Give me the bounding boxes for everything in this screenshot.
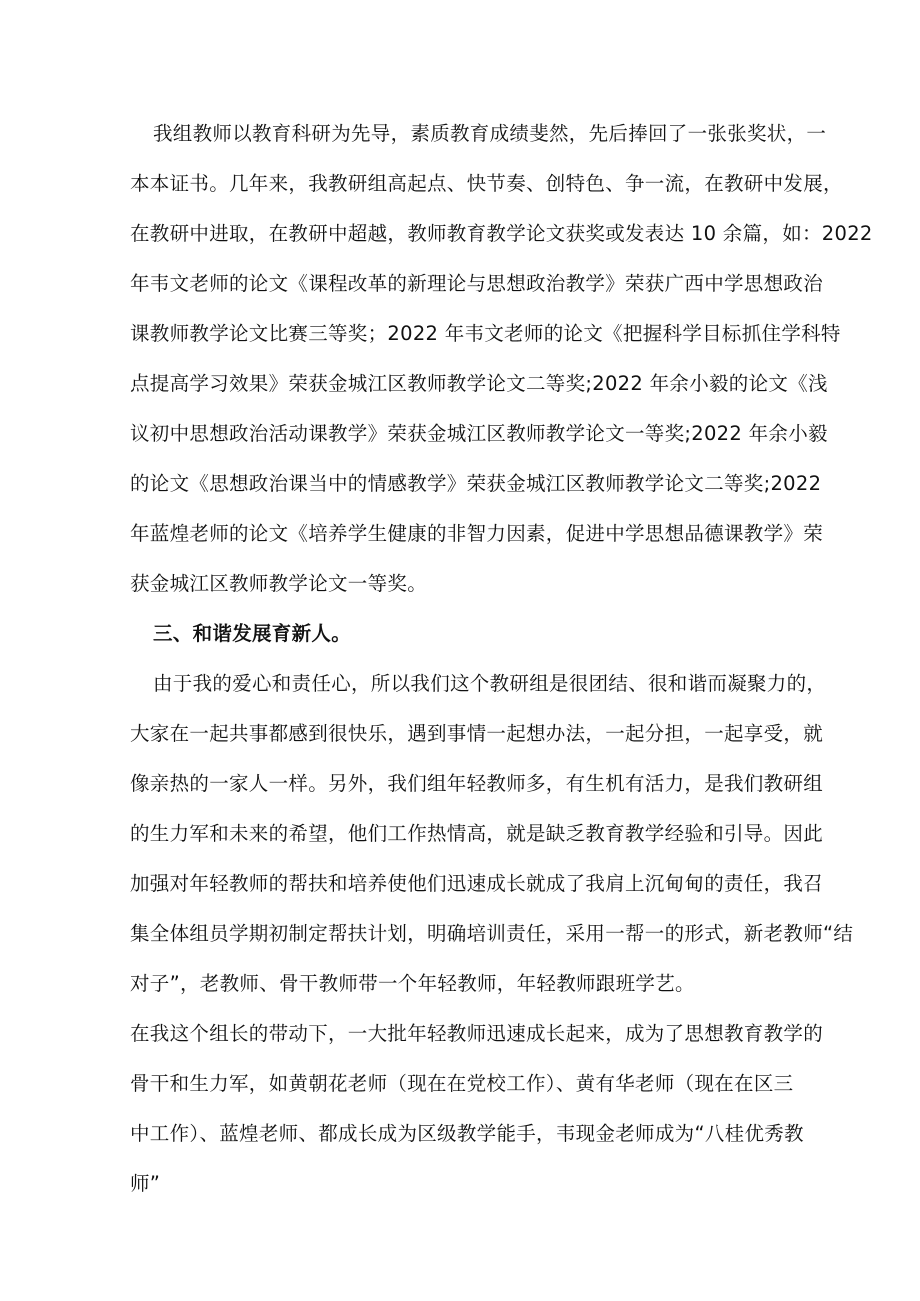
- paragraph-1-line-8: 的论文《思想政治课当中的情感教学》荣获金城江区教师教学论文二等奖;2022: [130, 472, 822, 495]
- paragraph-3-line-1: 在我这个组长的带动下，一大批年轻教师迅速成长起来，成为了思想教育教学的: [130, 1022, 824, 1045]
- paragraph-3-line-2: 骨干和生力军，如黄朝花老师（现在在党校工作）、黄有华老师（现在在区三: [130, 1072, 794, 1095]
- paragraph-3-line-3: 中工作）、蓝煌老师、都成长成为区级教学能手，韦现金老师成为“八桂优秀教: [130, 1122, 804, 1145]
- paragraph-2-line-2: 大家在一起共事都感到很快乐，遇到事情一起想办法，一起分担，一起享受，就: [130, 722, 824, 745]
- paragraph-2-line-1: 由于我的爱心和责任心，所以我们这个教研组是很团结、很和谐而凝聚力的，: [153, 672, 827, 695]
- paragraph-1-line-6: 点提高学习效果》荣获金城江区教师教学论文二等奖;2022 年余小毅的论文《浅: [130, 372, 828, 395]
- paragraph-3-line-4: 师”: [130, 1172, 161, 1195]
- paragraph-2-line-3: 像亲热的一家人一样。另外，我们组年轻教师多，有生机有活力，是我们教研组: [130, 772, 824, 795]
- paragraph-2-line-4: 的生力军和未来的希望，他们工作热情高，就是缺乏教育教学经验和引导。因此: [130, 822, 824, 845]
- paragraph-1-line-2: 本本证书。几年来，我教研组高起点、快节奏、创特色、争一流，在教研中发展，: [130, 172, 843, 195]
- paragraph-2-line-5: 加强对年轻教师的帮扶和培养使他们迅速成长就成了我肩上沉甸甸的责任，我召: [130, 872, 824, 895]
- paragraph-1-line-3: 在教研中进取，在教研中超越，教师教育教学论文获奖或发表达 10 余篇，如：2022: [130, 222, 873, 245]
- paragraph-1-line-4: 年韦文老师的论文《课程改革的新理论与思想政治教学》荣获广西中学思想政治: [130, 272, 824, 295]
- paragraph-1-line-7: 议初中思想政治活动课教学》荣获金城江区教师教学论文一等奖;2022 年余小毅: [130, 422, 828, 445]
- paragraph-2-line-7: 对子”，老教师、骨干教师带一个年轻教师，年轻教师跟班学艺。: [130, 972, 695, 995]
- paragraph-2-line-6: 集全体组员学期初制定帮扶计划，明确培训责任，采用一帮一的形式，新老教师“结: [130, 922, 854, 945]
- paragraph-1-line-9: 年蓝煌老师的论文《培养学生健康的非智力因素，促进中学思想品德课教学》荣: [130, 522, 824, 545]
- paragraph-1-line-5: 课教师教学论文比赛三等奖；2022 年韦文老师的论文《把握科学目标抓住学科特: [130, 322, 841, 345]
- paragraph-1-line-1: 我组教师以教育科研为先导，素质教育成绩斐然，先后捧回了一张张奖状，一: [153, 122, 827, 145]
- section-heading: 三、和谐发展育新人。: [153, 622, 352, 645]
- paragraph-1-line-10: 获金城江区教师教学论文一等奖。: [130, 572, 428, 595]
